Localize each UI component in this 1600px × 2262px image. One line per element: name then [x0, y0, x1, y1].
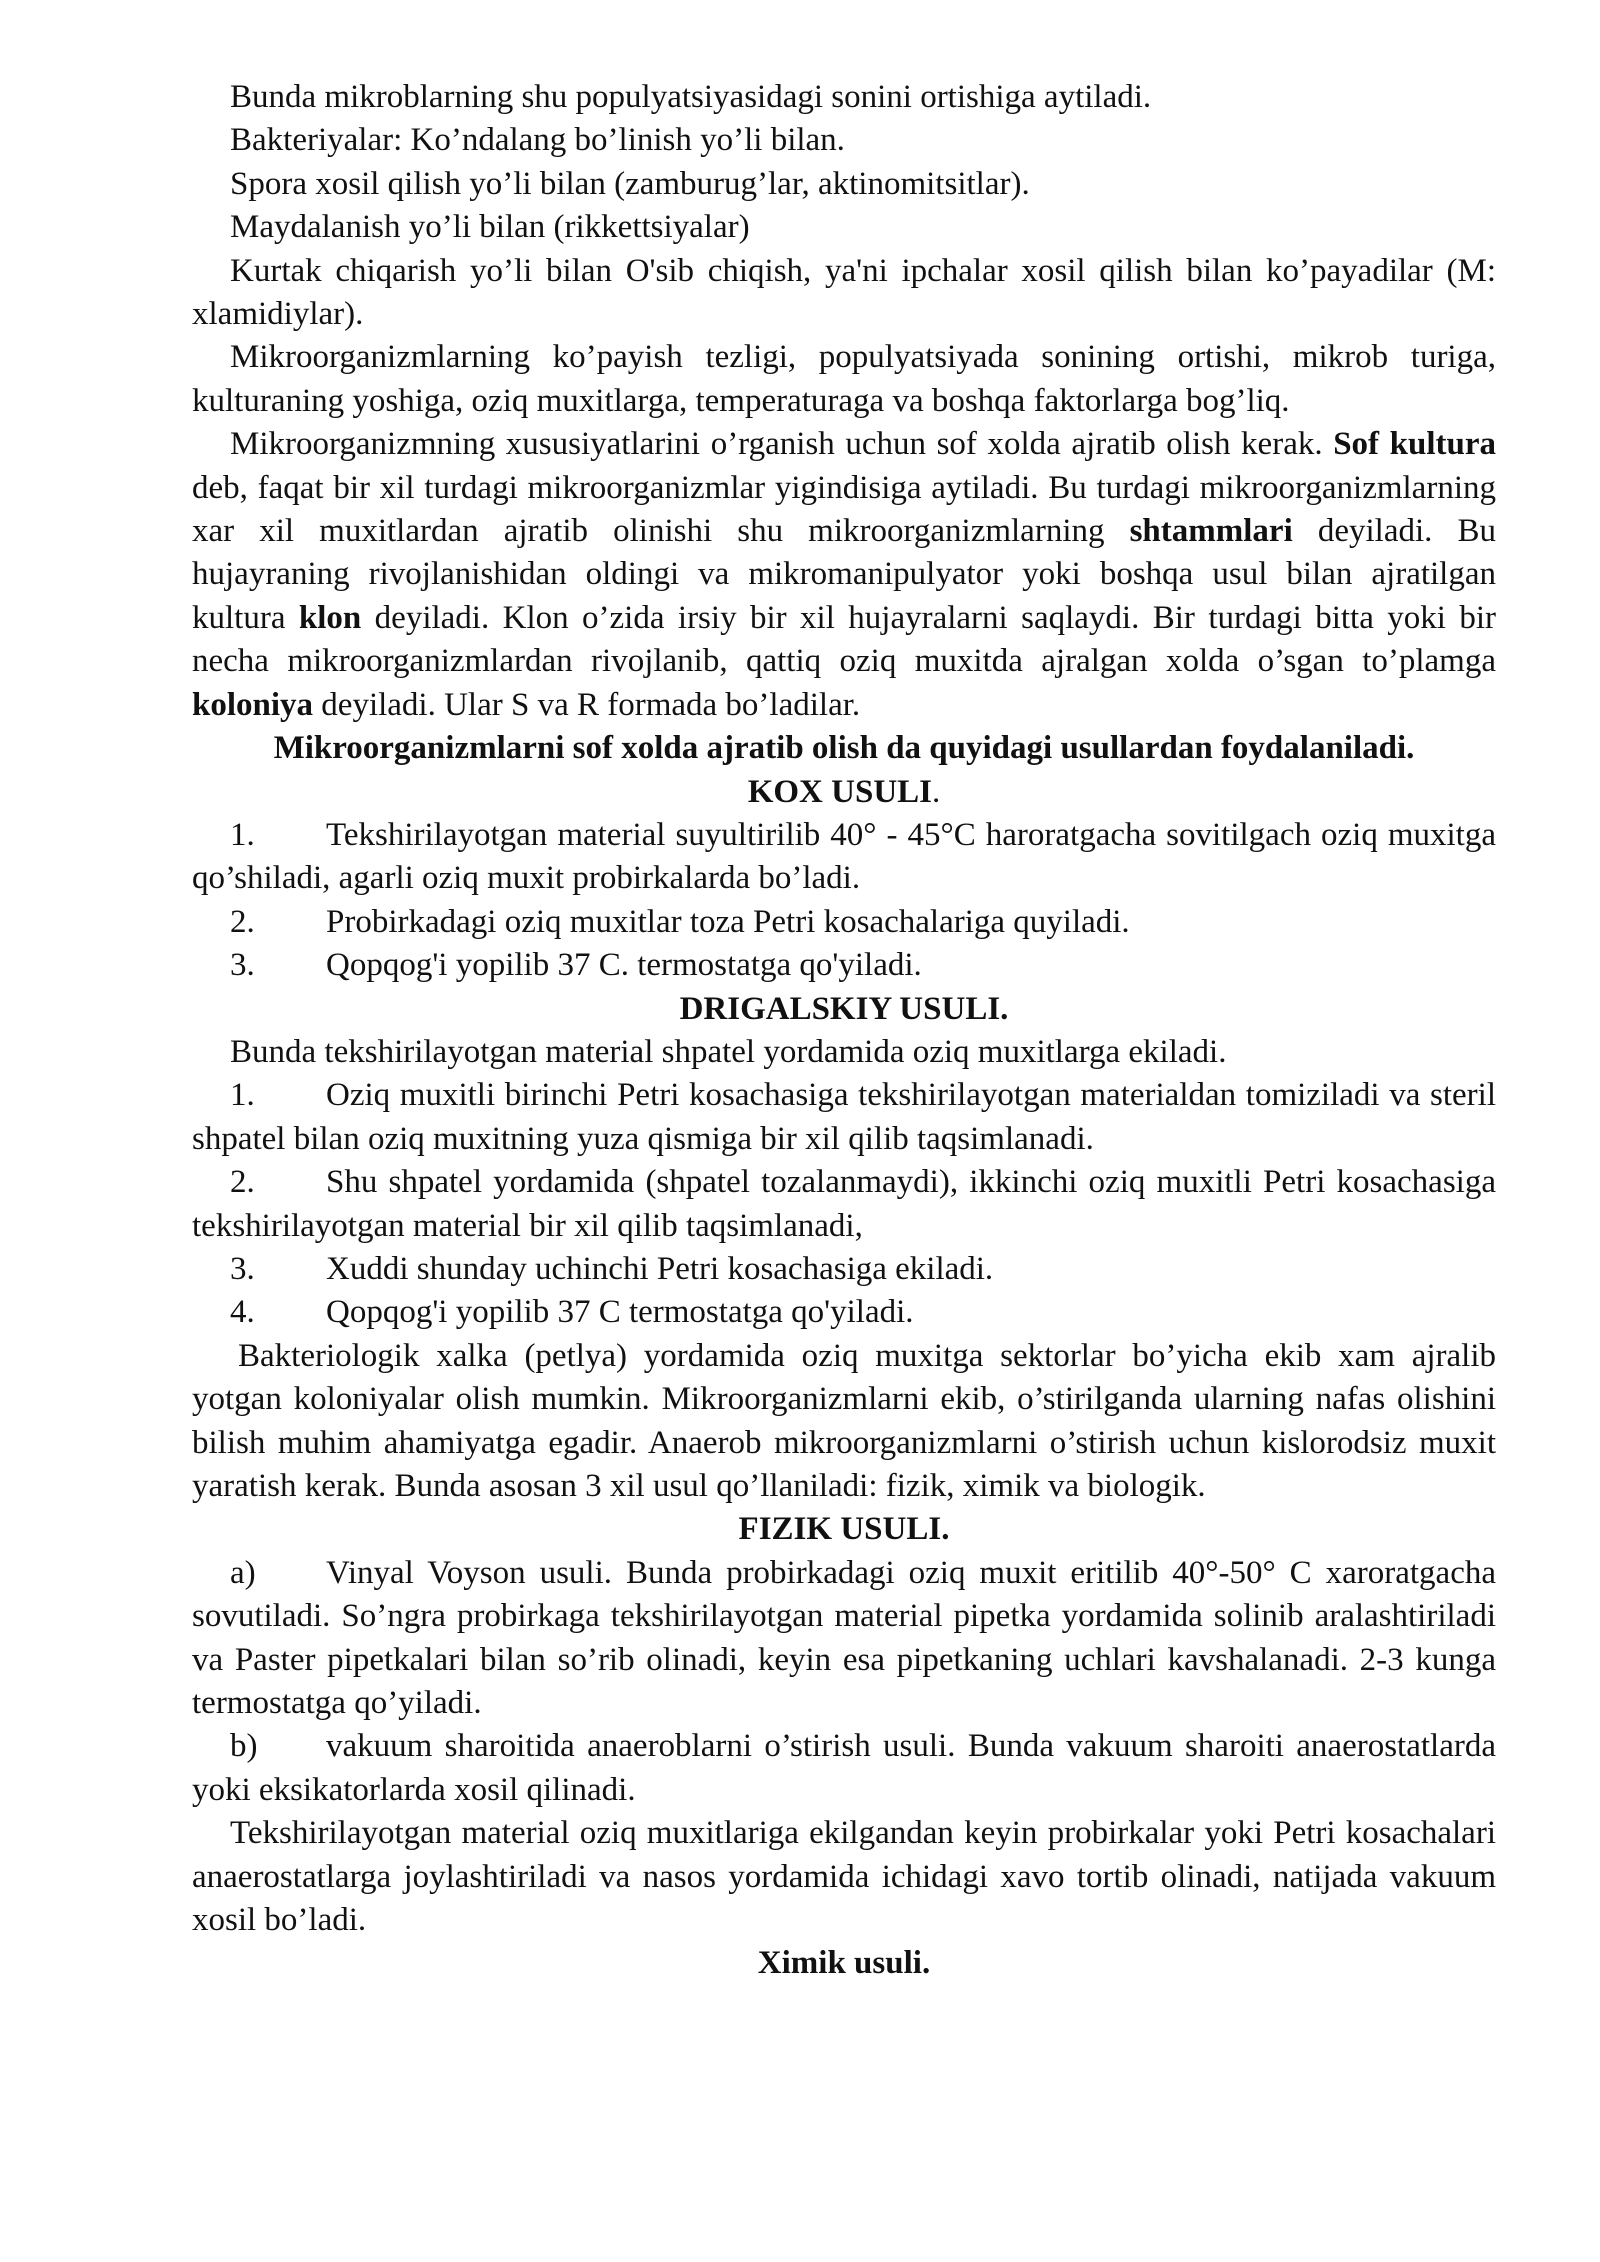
- list-number: 2.: [230, 903, 255, 940]
- heading-methods: Mikroorganizmlarni sof xolda ajratib olish da quyidagi usullardan foydalaniladi.: [273, 730, 1415, 767]
- term-koloniya: koloniya: [192, 686, 314, 723]
- text-run: deb, faqat bir xil turdagi mikroorganizmlar yigindisiga aytiladi. Bu turdagi mikroorganizmlarning xar xil muxitlardan ajratib olinishi shu mikroorganizmlarning: [192, 469, 1496, 550]
- list-item: [192, 1248, 1496, 1291]
- list-number: 1.: [230, 816, 255, 853]
- heading-kox-dot: .: [932, 773, 941, 810]
- list-text: Qopqog'i yopilib 37 C. termostatga qo'yiladi.: [326, 947, 922, 984]
- list-text: Qopqog'i yopilib 37 C termostatga qo'yiladi.: [326, 1294, 914, 1331]
- list-number: 4.: [230, 1294, 255, 1331]
- paragraph-kopayish: Mikroorganizmlarning ko’payish tezligi, populyatsiyada sonining ortishi, mikrob turiga, kulturaning yoshiga, oziq muxitlarga, temperaturaga va boshqa faktorlarga bog’liq.: [192, 339, 1496, 419]
- term-shtammlari: shtammlari: [1129, 513, 1293, 550]
- list-item: [192, 1074, 1496, 1161]
- list-number: 3.: [230, 1250, 255, 1287]
- list-text: Oziq muxitli birinchi Petri kosachasiga tekshirilayotgan materialdan tomiziladi va steril shpatel bilan oziq muxitning yuza qismiga bir xil qilib taqsimlanadi.: [192, 1077, 1496, 1157]
- paragraph-bacteria: Bakteriyalar: Ko’ndalang bo’linish yo’li bilan.: [230, 122, 845, 159]
- paragraph-population: Bunda mikroblarning shu populyatsiyasidagi sonini ortishiga aytiladi.: [230, 79, 1152, 115]
- term-klon: klon: [298, 599, 362, 636]
- list-text: Xuddi shunday uchinchi Petri kosachasiga ekiladi.: [326, 1250, 994, 1287]
- list-item: [192, 1725, 1496, 1812]
- text-run: deyiladi. Bu hujayraning rivojlanishidan oldingi va mikromanipulyator yoki boshqa usul bilan ajratilgan kultura: [192, 513, 1497, 636]
- term-sof-kultura: Sof kultura: [1333, 426, 1496, 463]
- paragraph-spora: Spora xosil qilish yo’li bilan (zamburug’lar, aktinomitsitlar).: [230, 165, 1030, 202]
- list-number: b): [230, 1728, 258, 1765]
- list-text: Tekshirilayotgan material suyultirilib 40° - 45°C haroratgacha sovitilgach oziq muxitga qo’shiladi, agarli oziq muxit probirkalarda bo’ladi.: [192, 816, 1496, 897]
- list-text: Shu shpatel yordamida (shpatel tozalanmaydi), ikkinchi oziq muxitli Petri kosachasiga tekshirilayotgan material bir xil qilib taqsimlanadi,: [192, 1164, 1496, 1244]
- list-item: [192, 1161, 1496, 1248]
- paragraph-bakteriologik: Bakteriologik xalka (petlya) yordamida oziq muxitga sektorlar bo’yicha ekib xam ajralib yotgan koloniyalar olish mumkin. Mikroorganizmlarni ekib, o’stirilganda ularning nafas olishini bilish muhim ahamiyatga egadir. Anaerob mikroorganizmlarni o’stirish uchun kislorodsiz muxit yaratish kerak. Bunda asosan 3 xil usul qo’llaniladi: fizik, ximik va biologik.: [192, 1337, 1496, 1504]
- paragraph-sof-kultura: [192, 423, 1496, 727]
- heading-kox: [192, 771, 1496, 814]
- list-number: a): [230, 1554, 256, 1591]
- text-run: Mikroorganizmning xususiyatlarini o’rganish uchun sof xolda ajratib olish kerak.: [230, 426, 1334, 463]
- text-run: deyiladi. Klon o’zida irsiy bir xil hujayralarni saqlaydi. Bir turdagi bitta yoki bir necha mikroorganizmlardan rivojlanib, qattiq oziq muxitda ajralgan xolda o’sgan to’plamga: [192, 599, 1496, 680]
- list-item: [192, 944, 1496, 987]
- document-page: [192, 76, 1496, 1986]
- paragraph-vakuum: Tekshirilayotgan material oziq muxitlariga ekilgandan keyin probirkalar yoki Petri kosachalari anaerostatlarga joylashtiriladi va nasos yordamida ichidagi xavo tortib olinadi, natijada vakuum xosil bo’ladi.: [192, 1815, 1496, 1939]
- list-item: [192, 1552, 1496, 1726]
- heading-kox-text: KOX USULI: [747, 773, 933, 810]
- paragraph-drigalskiy-intro: Bunda tekshirilayotgan material shpatel yordamida oziq muxitlarga ekiladi.: [230, 1033, 1227, 1070]
- heading-fizik: FIZIK USULI.: [738, 1511, 950, 1548]
- list-item: [192, 901, 1496, 944]
- list-text: Vinyal Voyson usuli. Bunda probirkadagi oziq muxit eritilib 40°-50° C xaroratgacha sovutiladi. So’ngra probirkaga tekshirilayotgan material pipetka yordamida solinib aralashtiriladi va Paster pipetkalari bilan so’rib olinadi, keyin esa pipetkaning uchlari kavshalanadi. 2-3 kunga termostatga qo’yiladi.: [192, 1554, 1496, 1722]
- list-text: Probirkadagi oziq muxitlar toza Petri kosachalariga quyiladi.: [326, 903, 1130, 940]
- list-item: [192, 814, 1496, 901]
- heading-drigalskiy: DRIGALSKIY USULI.: [679, 990, 1009, 1027]
- list-number: 3.: [230, 947, 255, 984]
- list-text: vakuum sharoitida anaeroblarni o’stirish usuli. Bunda vakuum sharoiti anaerostatlarda yoki eksikatorlarda xosil qilinadi.: [192, 1728, 1496, 1808]
- paragraph-maydalanish: Maydalanish yo’li bilan (rikkettsiyalar): [230, 209, 750, 246]
- list-number: 1.: [230, 1077, 255, 1114]
- text-run: deyiladi. Ular S va R formada bo’ladilar.: [313, 686, 861, 723]
- paragraph-kurtak: Kurtak chiqarish yo’li bilan O'sib chiqish, ya'ni ipchalar xosil qilish bilan ko’payadilar (M: xlamidiylar).: [192, 252, 1496, 333]
- list-number: 2.: [230, 1164, 255, 1201]
- heading-ximik: Ximik usuli.: [757, 1945, 931, 1982]
- list-item: [192, 1291, 1496, 1334]
